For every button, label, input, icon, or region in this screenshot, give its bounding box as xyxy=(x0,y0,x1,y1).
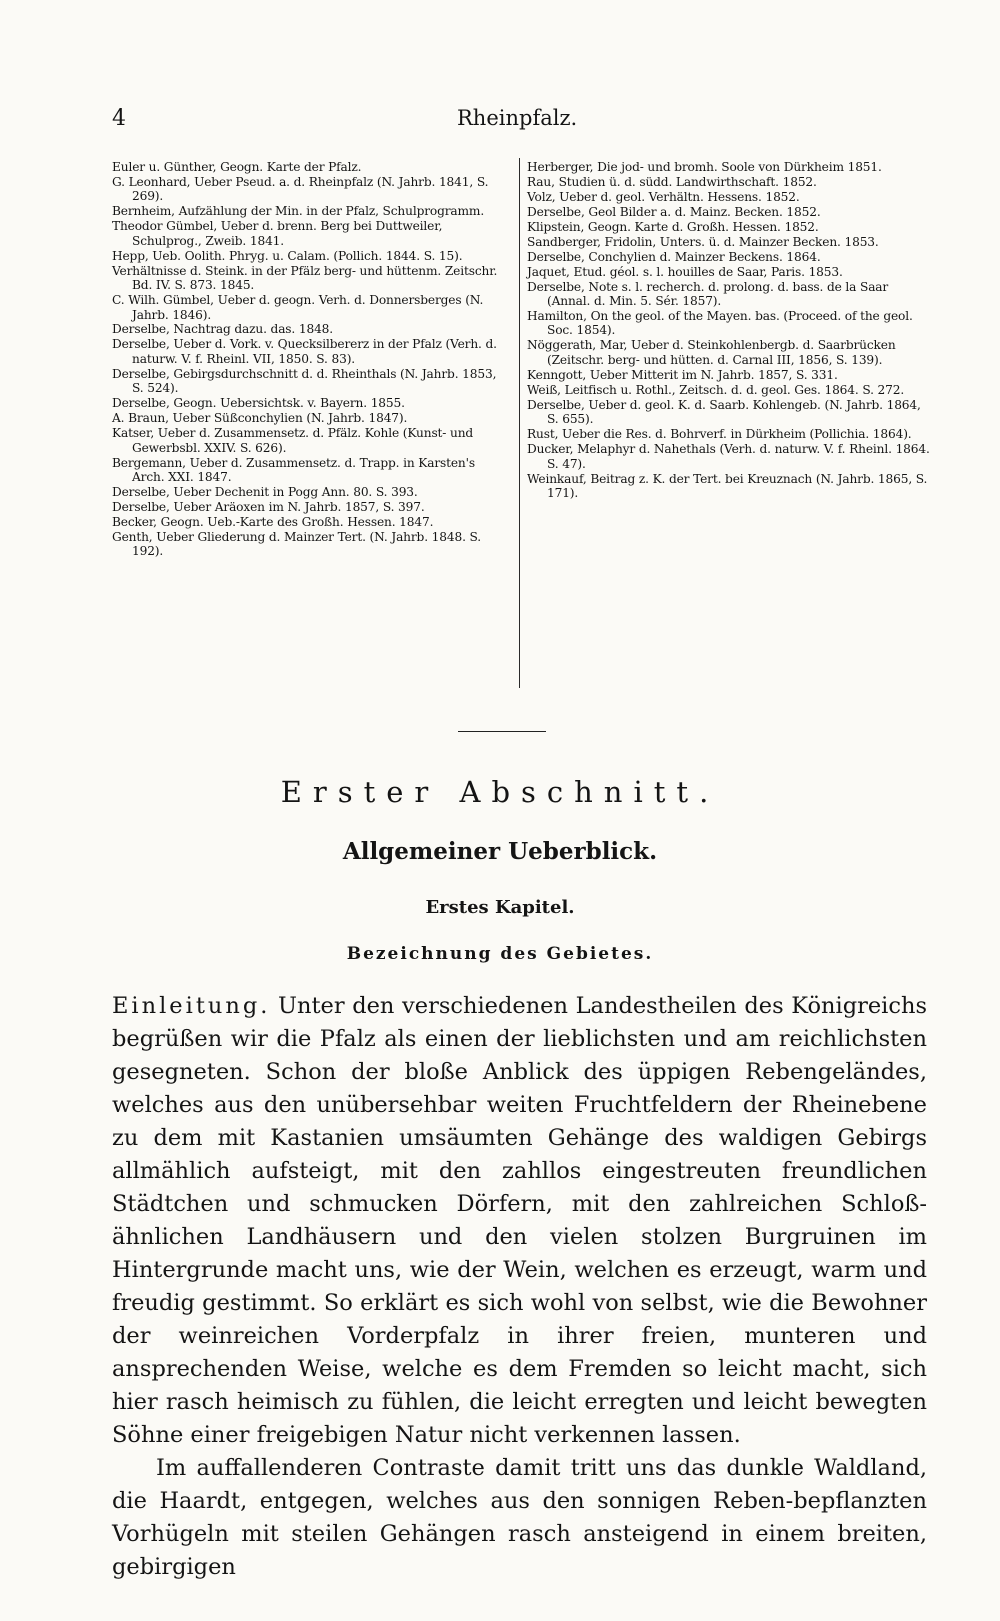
lead-word: Einleitung. xyxy=(112,993,271,1019)
bibliography-entry: Derselbe, Ueber d. geol. K. d. Saarb. Kohlengeb. (N. Jahrb. 1864, S. 655). xyxy=(527,397,921,427)
bibliography-entry: Genth, Ueber Gliederung d. Mainzer Tert. (N. Jahrb. 1848. S. 192). xyxy=(112,529,482,559)
page-header xyxy=(112,106,578,140)
bibliography-entry: Kenngott, Ueber Mitterit im N. Jahrb. 1857, S. 331. xyxy=(527,367,838,382)
bibliography-entry: Ducker, Melaphyr d. Nahethals (Verh. d. naturw. V. f. Rheinl. 1864. S. 47). xyxy=(527,442,930,471)
bibliography-entry: Weinkauf, Beitrag z. K. der Tert. bei Kreuznach (N. Jahrb. 1865, S. 171). xyxy=(527,471,928,500)
bibliography-entry: Derselbe, Ueber Dechenit in Pogg Ann. 80. S. 393. xyxy=(112,484,418,499)
bibliography-entry: Derselbe, Gebirgsdurchschnitt d. d. Rheinthals (N. Jahrb. 1853, S. 524). xyxy=(112,366,497,396)
paragraph-1-text: Unter den verschiedenen Landestheilen des Königreichs begrüßen wir die Pfalz als einen der lieblichsten und am reichlichsten gesegneten. Schon der bloße Anblick des üppigen Rebengeländes, welches aus den unübersehbar weiten Fruchtfeldern der Rheinebene zu dem mit Kastanien umsäumten Gehänge des waldigen Gebirgs allmählich aufsteigt, mit den zahllos eingestreuten freundlichen Städtchen und schmucken Dörfern, mit den zahlreichen Schloß-ähnlichen Landhäusern und den vielen stolzen Burgruinen im Hintergrunde macht uns, wie der Wein, welchen es erzeugt, warm und freudig gestimmt. So erklärt es sich wohl von selbst, wie die Bewohner der weinreichen Vorderpfalz in ihrer freien, munteren und ansprechenden Weise, welche es dem Fremden so leicht macht, sich hier rasch heimisch zu fühlen, die leicht erregten und leicht bewegten Söhne einer freigebigen Natur nicht verkennen lassen. xyxy=(112,993,928,1448)
bibliography-entry: Nöggerath, Mar, Ueber d. Steinkohlenbergb. d. Saarbrücken (Zeitschr. berg- und hütten. d. Carnal III, 1856, S. 139). xyxy=(527,338,896,367)
section-divider xyxy=(458,731,546,732)
page-number: 4 xyxy=(112,106,126,131)
paragraph-2: Im auffallenderen Contraste damit tritt uns das dunkle Waldland, die Haardt, entgegen, welches aus den sonnigen Reben-bepflanzten Vorhügeln mit steilen Gehängen rasch ansteigend in einem breiten, gebirgigen xyxy=(112,1455,927,1580)
bibliography-left-column xyxy=(112,160,510,559)
bibliography-entry: Derselbe, Ueber d. Vork. v. Quecksilbererz in der Pfalz (Verh. d. naturw. V. f. Rheinl. VII, 1850. S. 83). xyxy=(112,337,497,366)
chapter-title: Bezeichnung des Gebietes. xyxy=(346,944,654,964)
bibliography-right-column xyxy=(527,160,931,501)
bibliography-entry: A. Braun, Ueber Süßconchylien (N. Jahrb. 1847). xyxy=(112,411,408,426)
bibliography-entry: Sandberger, Fridolin, Unters. ü. d. Mainzer Becken. 1853. xyxy=(527,234,879,249)
bibliography-entry: Hamilton, On the geol. of the Mayen. bas. (Proceed. of the geol. Soc. 1854). xyxy=(527,309,913,338)
bibliography-entry: Derselbe, Ueber Aräoxen im N. Jahrb. 1857, S. 397. xyxy=(112,499,425,514)
bibliography-entry: Verhältnisse d. Steink. in der Pfälz berg- und hüttenm. Zeitschr. Bd. IV. S. 873. 1845. xyxy=(112,263,498,293)
body-text xyxy=(112,990,927,1584)
bibliography-entry: Derselbe, Conchylien d. Mainzer Beckens. 1864. xyxy=(527,249,821,264)
paragraph-1 xyxy=(112,990,927,1452)
bibliography-entry: Becker, Geogn. Ueb.-Karte des Großh. Hessen. 1847. xyxy=(112,514,434,529)
bibliography-entry: Herberger, Die jod- und bromh. Soole von Dürkheim 1851. xyxy=(527,160,882,174)
column-divider xyxy=(519,158,520,688)
bibliography-entry: Jaquet, Etud. géol. s. l. houilles de Saar, Paris. 1853. xyxy=(527,264,843,279)
bibliography-entry: Klipstein, Geogn. Karte d. Großh. Hessen. 1852. xyxy=(527,219,819,234)
bibliography-entry: Derselbe, Nachtrag dazu. das. 1848. xyxy=(112,322,334,337)
bibliography-entry: Euler u. Günther, Geogn. Karte der Pfalz. xyxy=(112,160,362,174)
bibliography-entry: Hepp, Ueb. Oolith. Phryg. u. Calam. (Pollich. 1844. S. 15). xyxy=(112,248,463,263)
bibliography-entry: Derselbe, Geol Bilder a. d. Mainz. Becken. 1852. xyxy=(527,204,821,219)
bibliography-entry: Derselbe, Geogn. Uebersichtsk. v. Bayern. 1855. xyxy=(112,396,405,411)
bibliography-entry: Derselbe, Note s. l. recherch. d. prolong. d. bass. de la Saar (Annal. d. Min. 5. Sér. 1857). xyxy=(527,279,889,309)
bibliography-entry: G. Leonhard, Ueber Pseud. a. d. Rheinpfalz (N. Jahrb. 1841, S. 269). xyxy=(112,174,489,204)
bibliography-entry: Rust, Ueber die Res. d. Bohrverf. in Dürkheim (Pollichia. 1864). xyxy=(527,427,912,442)
bibliography-entry: Katser, Ueber d. Zusammensetz. d. Pfälz. Kohle (Kunst- und Gewerbsbl. XXIV. S. 626). xyxy=(112,426,474,455)
chapter-heading: Erstes Kapitel. xyxy=(425,897,575,918)
bibliography-entry: Theodor Gümbel, Ueber d. brenn. Berg bei Duttweiler, Schulprog., Zweib. 1841. xyxy=(112,219,443,248)
running-title: Rheinpfalz. xyxy=(457,106,578,130)
section-heading: Erster Abschnitt. xyxy=(280,775,720,809)
bibliography-entry: Weiß, Leitfisch u. Rothl., Zeitsch. d. d. geol. Ges. 1864. S. 272. xyxy=(527,382,905,397)
section-subheading: Allgemeiner Ueberblick. xyxy=(342,838,658,865)
bibliography-entry: Bergemann, Ueber d. Zusammensetz. d. Trapp. in Karsten's Arch. XXI. 1847. xyxy=(112,455,475,485)
bibliography-entry: C. Wilh. Gümbel, Ueber d. geogn. Verh. d. Donnersberges (N. Jahrb. 1846). xyxy=(112,293,484,322)
bibliography-entry: Rau, Studien ü. d. südd. Landwirthschaft. 1852. xyxy=(527,174,817,189)
bibliography-entry: Volz, Ueber d. geol. Verhältn. Hessens. 1852. xyxy=(527,189,800,204)
bibliography-entry: Bernheim, Aufzählung der Min. in der Pfalz, Schulprogramm. xyxy=(112,204,485,219)
